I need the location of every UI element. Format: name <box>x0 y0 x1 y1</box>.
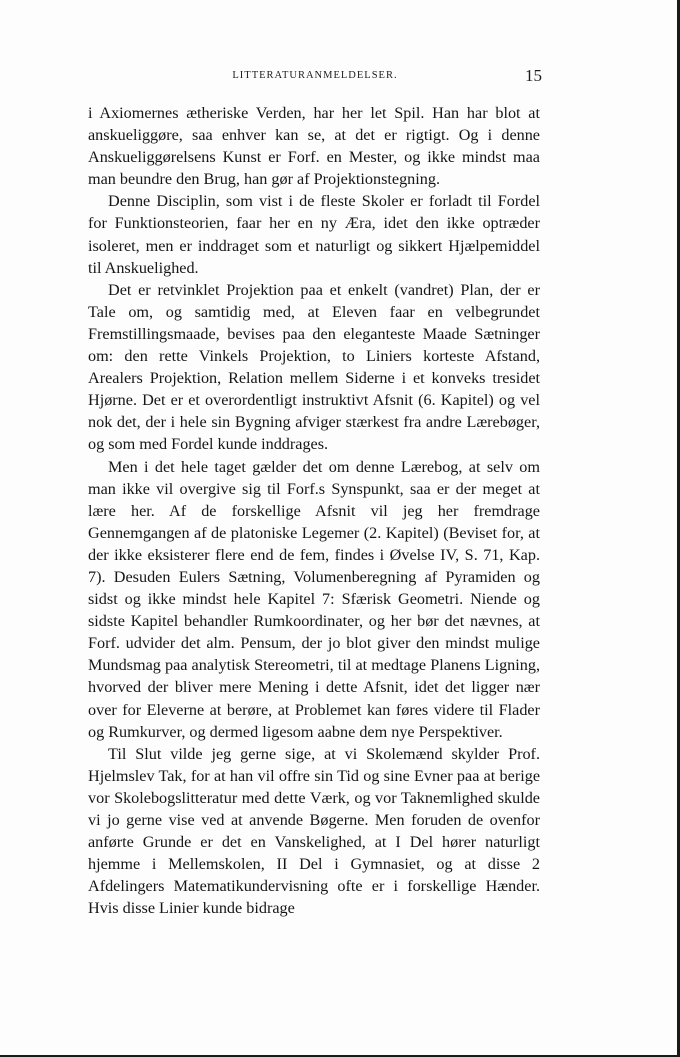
paragraph: Til Slut vilde jeg gerne sige, at vi Skolemænd skylder Prof. Hjelmslev Tak, for at han vil offre sin Tid og sine Evner paa at berige vor Skolebogslitteratur med dette Værk, og vor Taknemlighed skulde vi jo gerne vise ved at anvende Bøgerne. Men foruden de ovenfor anførte Grunde er det en Vanskelighed, at I Del hører naturligt hjemme i Mellemskolen, II Del i Gymnasiet, og at disse 2 Afdelingers Matematikundervisning ofte er i forskellige Hænder. Hvis disse Linier kunde bidrage <box>88 744 540 918</box>
paragraph: Denne Disciplin, som vist i de fleste Skoler er forladt til Fordel for Funktionsteorien, faar her en ny Æra, idet den ikke optræder isoleret, men er inddraget som et naturligt og sikkert Hjælpemiddel til Anskuelighed. <box>88 192 540 277</box>
paragraph: Men i det hele taget gælder det om denne Lærebog, at selv om man ikke vil overgive sig til Forf.s Synspunkt, saa er der meget at lære her. Af de forskellige Afsnit vil jeg her fremdrage Gennemgangen af de platoniske Legemer (2. Kapitel) (Beviset for, at der ikke eksisterer flere end de fem, findes i Øvelse IV, S. 71, Kap. 7). Desuden Eulers Sætning, Volumenberegning af Pyramiden og sidst og ikke mindst hele Kapitel 7: Sfærisk Geometri. Niende og sidste Kapitel behandler Rumkoordinater, og her bør det nævnes, at Forf. udvider det alm. Pensum, der jo blot giver den mindst mulige Mundsmag paa analytisk Stereometri, til at medtage Planens Ligning, hvorved der bliver mere Mening i dette Afsnit, idet det ligger nær over for Eleverne at berøre, at Problemet kan føres videre til Flader og Rumkurver, og dermed ligesom aabne dem nye Perspektiver. <box>88 457 540 741</box>
paragraph: Det er retvinklet Projektion paa et enkelt (vandret) Plan, der er Tale om, og samtidig med, at Eleven faar en velbegrundet Fremstillingsmaade, bevises paa den eleganteste Maade Sætninger om: den rette Vinkels Projektion, to Liniers korteste Afstand, Arealers Projektion, Relation mellem Siderne i et konveks tresidet Hjørne. Det er et overordentligt instruktivt Afsnit (6. Kapitel) og vel nok det, der i hele sin Bygning afviger stærkest fra andre Lærebøger, og som med Fordel kunde inddrages. <box>88 280 540 454</box>
page-header <box>88 66 542 88</box>
body-text <box>88 102 540 919</box>
paragraph: i Axiomernes ætheriske Verden, har her let Spil. Han har blot at anskueliggøre, saa enhver kan se, at det er rigtigt. Og i denne Anskueliggørelsens Kunst er Forf. en Mester, og ikke mindst maa man beundre den Brug, han gør af Projektionstegning. <box>88 104 540 189</box>
page-number: 15 <box>525 66 542 85</box>
running-head: LITTERATURANMELDELSER. <box>232 70 398 81</box>
